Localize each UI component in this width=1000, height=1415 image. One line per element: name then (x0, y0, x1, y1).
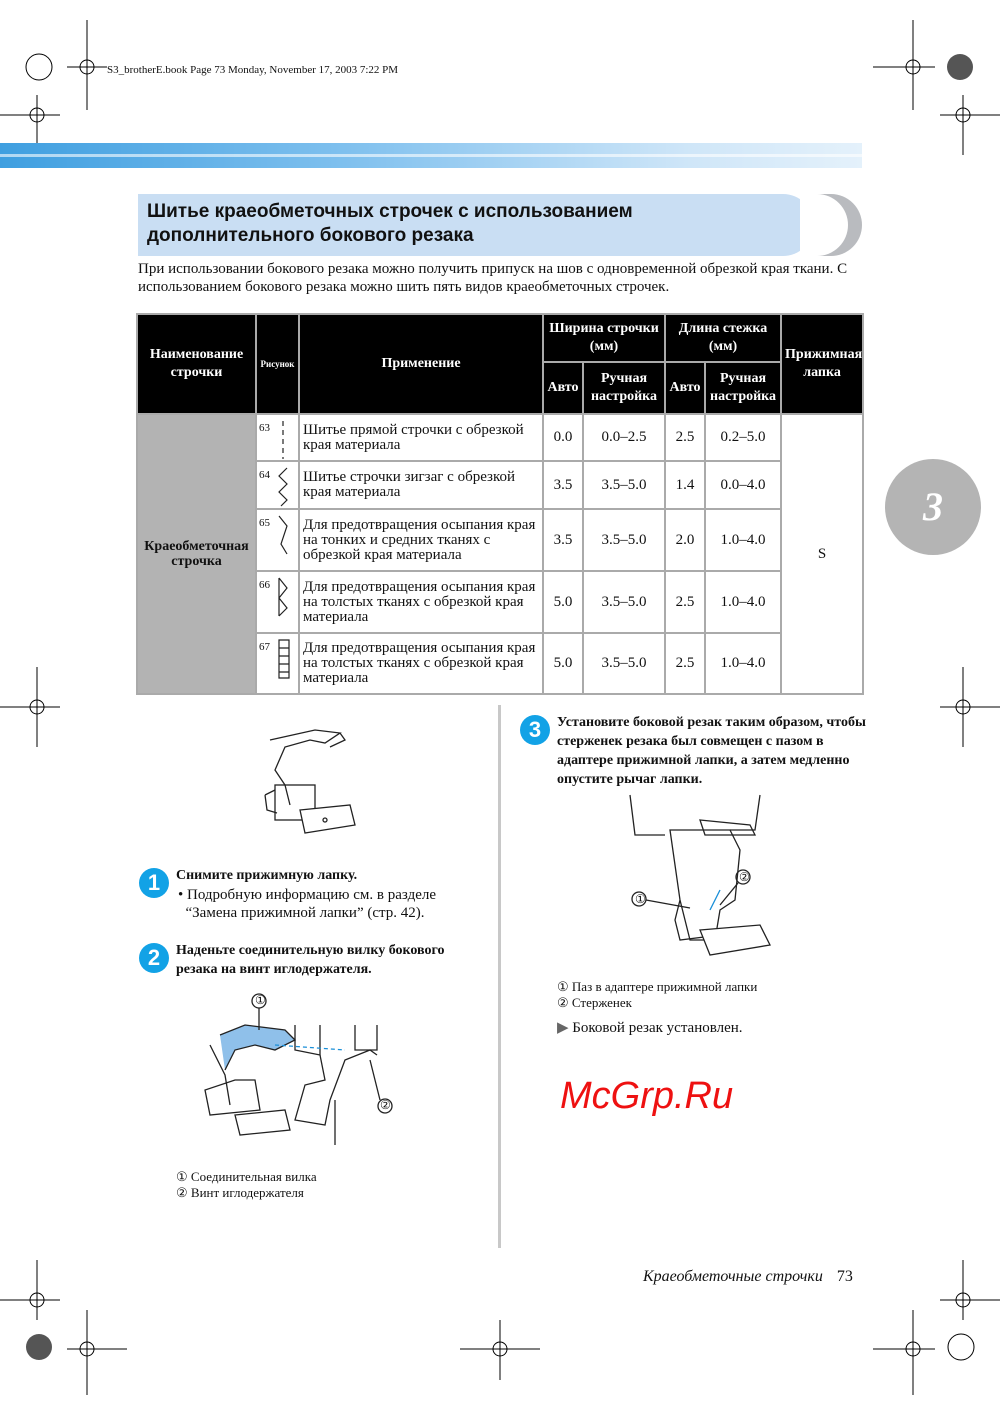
stitch-pattern-icon (277, 419, 293, 463)
header-application: Применение (299, 314, 543, 414)
value-w-auto: 3.5 (543, 509, 583, 571)
caption-2: ② Стерженек (557, 995, 632, 1010)
column-divider (498, 705, 501, 1248)
value-w-man: 3.5–5.0 (583, 633, 665, 694)
stitch-number: 65 (259, 517, 270, 529)
value-w-auto: 5.0 (543, 571, 583, 633)
intro-paragraph: При использовании бокового резака можно получить припуск на шов с одновременной обрезкой края ткани. С использованием бокового резака можно шить пять видов краеобметочных строчек. (138, 261, 848, 295)
title-line-1: Шитье краеобметочных строчек с использованием (147, 201, 633, 222)
value-l-man: 0.2–5.0 (705, 414, 781, 461)
header-foot: Прижимная лапка (781, 314, 863, 414)
value-w-auto: 0.0 (543, 414, 583, 461)
value-l-auto: 1.4 (665, 461, 705, 509)
fig3-captions (557, 979, 757, 1011)
stitch-picture (256, 633, 299, 694)
value-l-man: 0.0–4.0 (705, 461, 781, 509)
value-w-man: 3.5–5.0 (583, 461, 665, 509)
value-l-auto: 2.5 (665, 633, 705, 694)
header-length: Длина стежка (мм) (665, 314, 781, 362)
presser-foot-value: S (781, 414, 863, 694)
header-color-bar (0, 143, 862, 168)
step-1-title: Снимите прижимную лапку. (176, 868, 358, 883)
stitch-number: 66 (259, 579, 270, 591)
value-w-auto: 3.5 (543, 461, 583, 509)
fig3-callout-2: ② (739, 870, 750, 884)
stitch-group-name: Краеобметочная строчка (137, 414, 256, 694)
value-w-man: 3.5–5.0 (583, 571, 665, 633)
callout-1: ① (255, 993, 266, 1007)
value-l-man: 1.0–4.0 (705, 571, 781, 633)
value-w-auto: 5.0 (543, 633, 583, 694)
stitch-table (136, 313, 864, 695)
value-l-auto: 2.5 (665, 571, 705, 633)
stitch-pattern-icon (277, 638, 293, 682)
step-3-title: Установите боковой резак таким образом, чтобы стерженек резака был совмещен с пазом в адаптере прижимной лапки, а затем медленно опустите рычаг лапки. (557, 715, 866, 787)
bullet: • (178, 887, 184, 903)
value-l-man: 1.0–4.0 (705, 633, 781, 694)
header-width-manual: Ручная настройка (583, 362, 665, 414)
result-arrow-icon: ▶ (557, 1020, 569, 1036)
presser-foot-illustration (255, 725, 375, 845)
result-text: Боковой резак установлен. (572, 1020, 743, 1036)
header-name: Наименование строчки (137, 314, 256, 414)
stitch-picture (256, 461, 299, 509)
table-row (137, 414, 863, 461)
application-cell: Шитье прямой строчки с обрезкой края материала (299, 414, 543, 461)
header-length-manual: Ручная настройка (705, 362, 781, 414)
cutter-attach-illustration (195, 990, 415, 1160)
application-cell: Для предотвращения осыпания края на толстых тканях с обрезкой края материала (299, 633, 543, 694)
watermark: McGrp.Ru (560, 1075, 734, 1117)
application-cell: Для предотвращения осыпания края на толстых тканях с обрезкой края материала (299, 571, 543, 633)
stitch-pattern-icon (277, 466, 293, 510)
application-cell: Шитье строчки зигзаг с обрезкой края материала (299, 461, 543, 509)
callout-2: ② (380, 1098, 391, 1112)
value-w-man: 3.5–5.0 (583, 509, 665, 571)
title-line-2: дополнительного бокового резака (147, 225, 474, 246)
page-number: 73 (836, 1268, 853, 1285)
stitch-number: 64 (259, 469, 270, 481)
footer-title: Краеобметочные строчки (643, 1268, 823, 1285)
header-length-auto: Авто (665, 362, 705, 414)
application-cell: Для предотвращения осыпания края на тонких и средних тканях с обрезкой края материала (299, 509, 543, 571)
stitch-picture (256, 509, 299, 571)
stitch-number: 67 (259, 641, 270, 653)
fig2-captions (176, 1169, 317, 1201)
step-2-badge: 2 (139, 943, 169, 973)
step-2-title: Наденьте соединительную вилку бокового резака на винт иглодержателя. (176, 943, 445, 977)
page-footer (643, 1268, 853, 1286)
caption-1: ① Соединительная вилка (176, 1169, 317, 1184)
stitch-number: 63 (259, 422, 270, 434)
value-w-man: 0.0–2.5 (583, 414, 665, 461)
step-3-badge: 3 (520, 715, 550, 745)
book-info-line: S3_brotherE.book Page 73 Monday, November 17, 2003 7:22 PM (107, 64, 399, 76)
stitch-pattern-icon (277, 576, 293, 620)
stitch-picture (256, 571, 299, 633)
value-l-man: 1.0–4.0 (705, 509, 781, 571)
header-width-auto: Авто (543, 362, 583, 414)
result-line (557, 1019, 743, 1037)
header-picture: Рисунок (256, 314, 299, 414)
caption-1: ① Паз в адаптере прижимной лапки (557, 979, 758, 994)
cutter-installed-illustration (620, 790, 820, 970)
stitch-picture (256, 414, 299, 461)
stitch-pattern-icon (277, 514, 293, 558)
section-title (147, 200, 633, 248)
caption-2: ② Винт иглодержателя (176, 1185, 304, 1200)
fig3-callout-1: ① (635, 892, 646, 906)
step-1-badge: 1 (139, 868, 169, 898)
detail-line-2: “Замена прижимной лапки” (стр. 42). (185, 905, 425, 921)
step-1-detail (178, 886, 436, 922)
detail-line-1: Подробную информацию см. в разделе (187, 887, 436, 903)
header-width: Ширина строчки (мм) (543, 314, 665, 362)
value-l-auto: 2.0 (665, 509, 705, 571)
value-l-auto: 2.5 (665, 414, 705, 461)
chapter-tab: 3 (885, 459, 981, 555)
